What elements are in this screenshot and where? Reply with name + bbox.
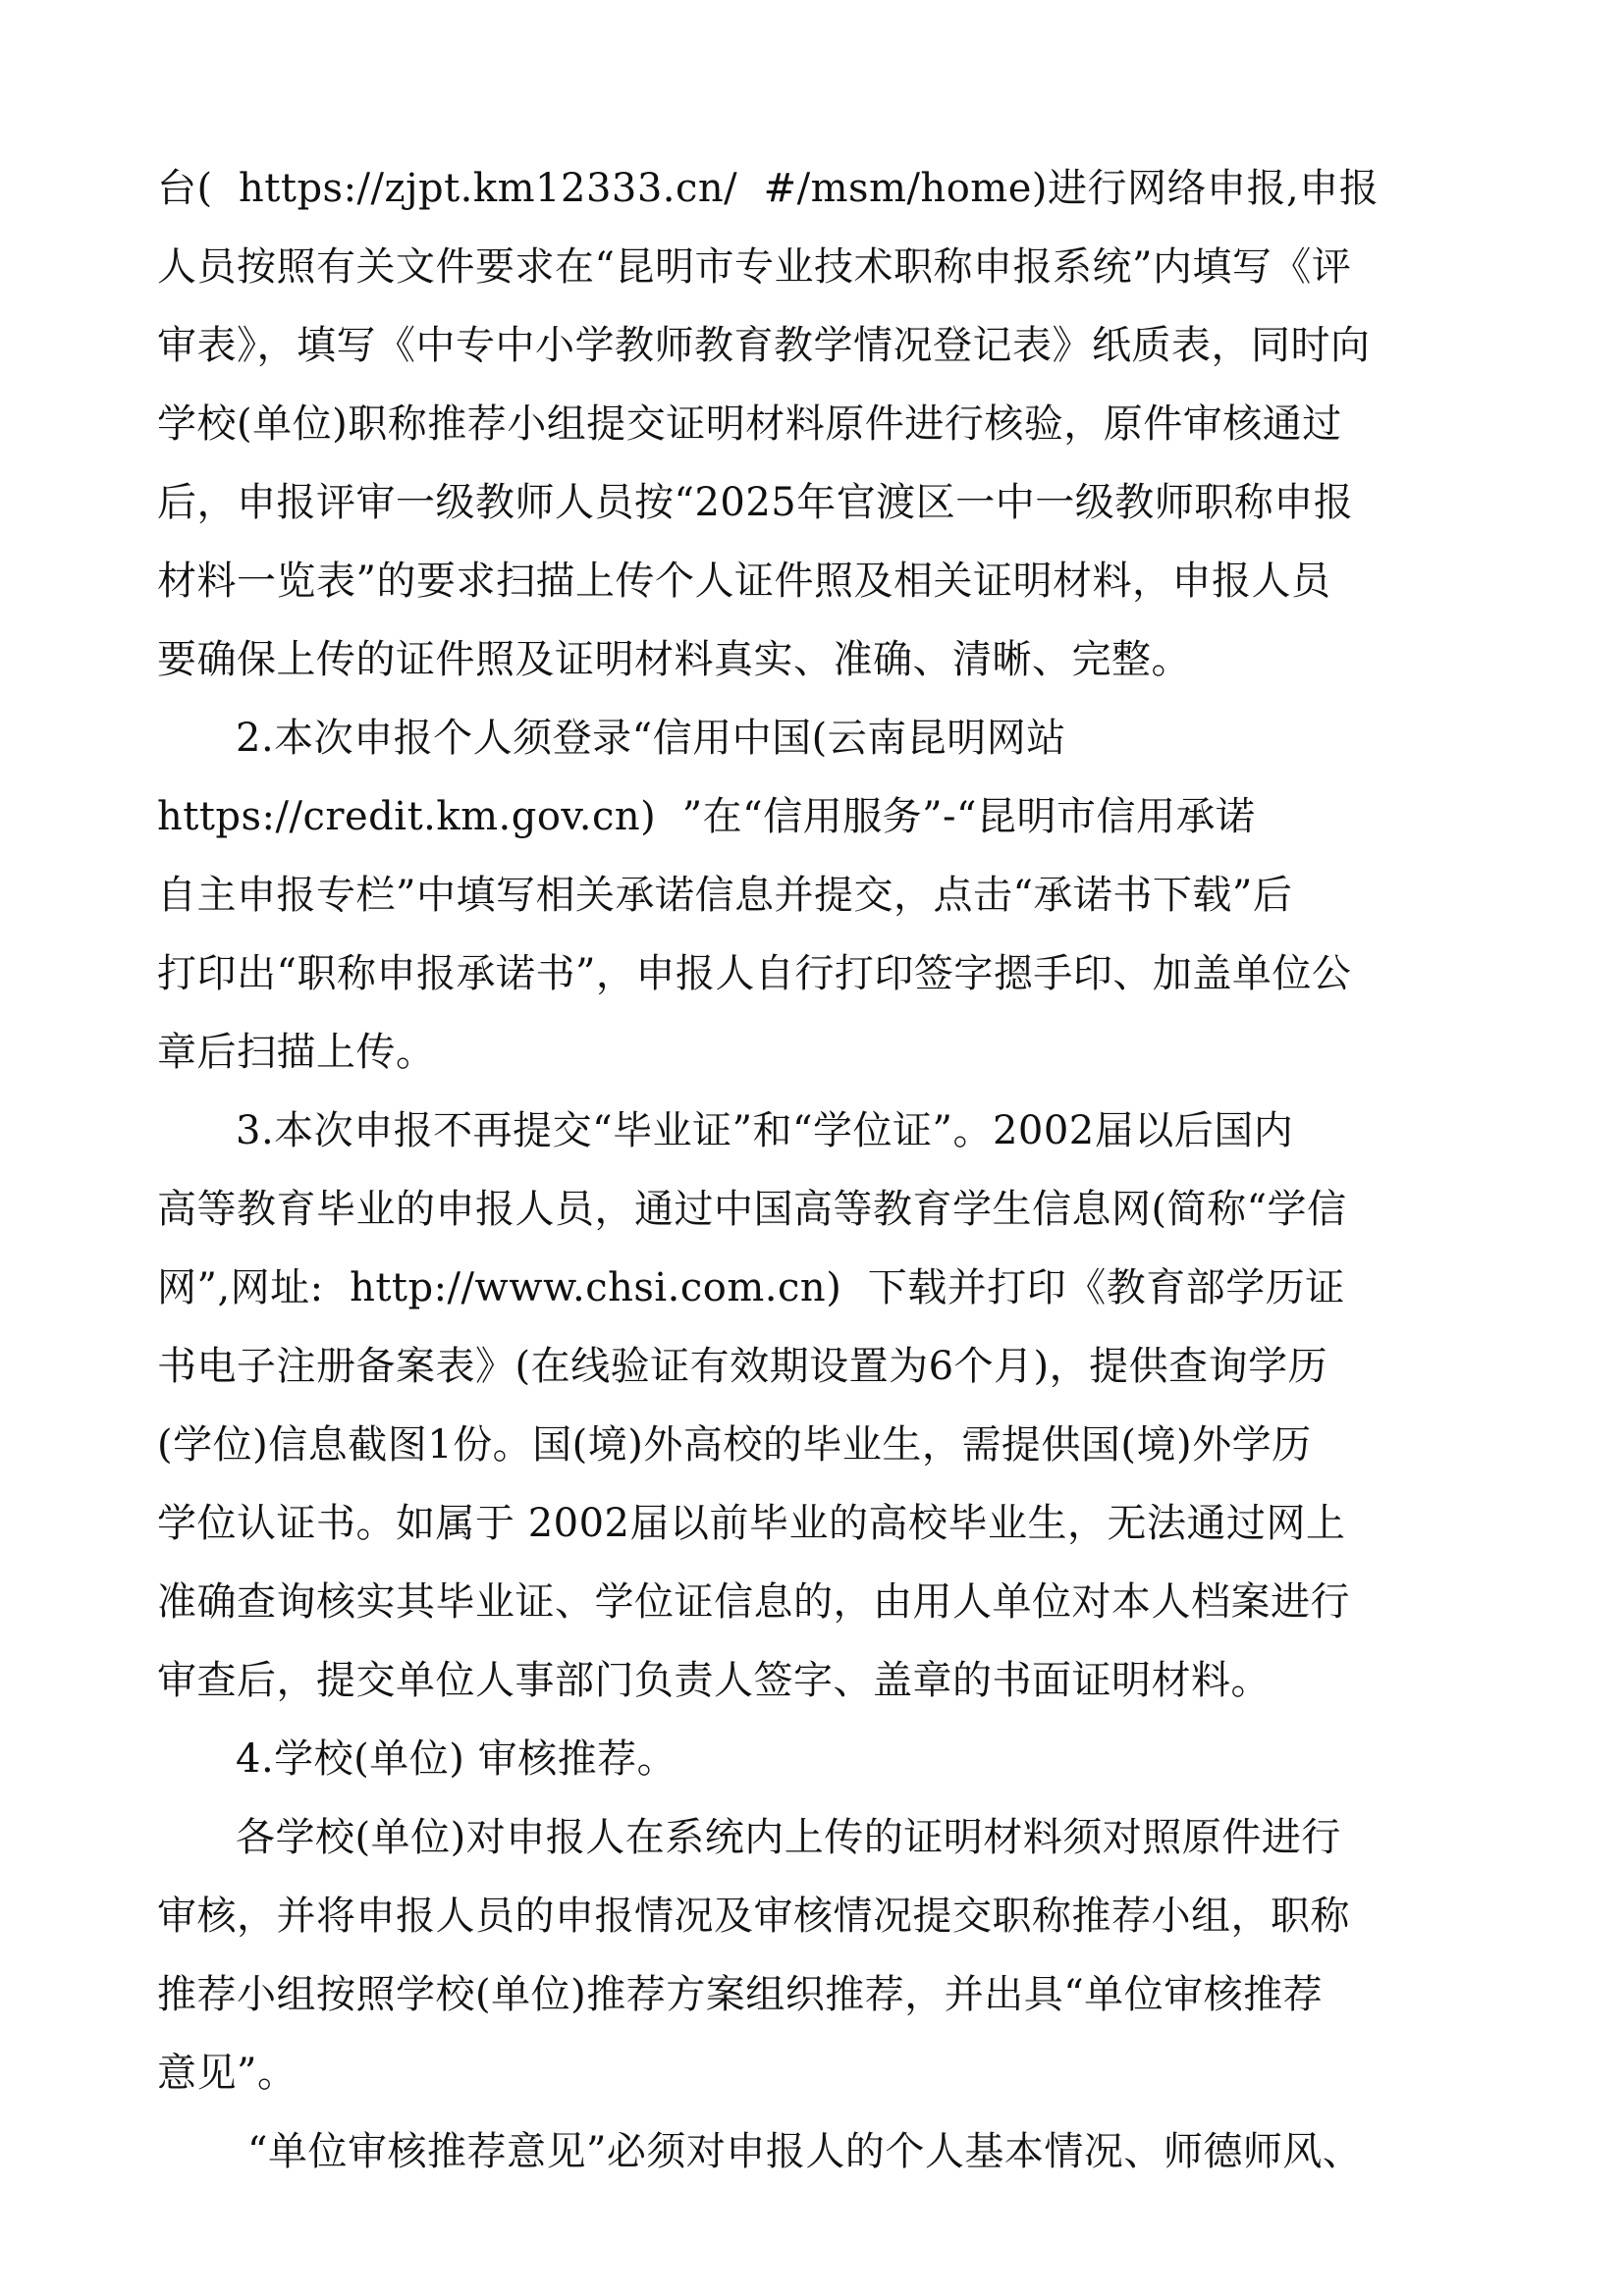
- text-line: 书电子注册备案表》(在线验证有效期设置为6个月)，提供查询学历: [157, 1344, 1328, 1389]
- text-line: 审表》，填写《中专中小学教师教育教学情况登记表》纸质表，同时向: [157, 323, 1371, 368]
- paragraph-start-line: 各学校(单位)对申报人在系统内上传的证明材料须对照原件进行: [236, 1815, 1341, 1860]
- text-line: 后，申报评审一级教师人员按“2025年官渡区一中一级教师职称申报: [157, 480, 1354, 525]
- paragraph-start-line: 2.本次申报个人须登录“信用中国(云南昆明网站: [236, 716, 1066, 761]
- text-line: 要确保上传的证件照及证明材料真实、准确、清晰、完整。: [157, 637, 1191, 682]
- text-line: 高等教育毕业的申报人员，通过中国高等教育学生信息网(简称“学信: [157, 1187, 1347, 1232]
- text-line: 审核，并将申报人员的申报情况及审核情况提交职称推荐小组，职称: [157, 1894, 1350, 1939]
- text-line: 推荐小组按照学校(单位)推荐方案组织推荐，并出具“单位审核推荐: [157, 1972, 1324, 2017]
- text-line: 意见”。: [157, 2051, 298, 2096]
- text-line: 材料一览表”的要求扫描上传个人证件照及相关证明材料，申报人员: [157, 559, 1331, 604]
- text-line: 学位认证书。如属于 2002届以前毕业的高校毕业生，无法通过网上: [157, 1501, 1346, 1546]
- text-line: 准确查询核实其毕业证、学位证信息的，由用人单位对本人档案进行: [157, 1579, 1350, 1625]
- paragraph-start-line: 3.本次申报不再提交“毕业证”和“学位证”。2002届以后国内: [236, 1108, 1294, 1153]
- text-line: 台( https://zjpt.km12333.cn/ #/msm/home)进行网络申报,申报: [157, 166, 1380, 211]
- text-line: 章后扫描上传。: [157, 1030, 436, 1075]
- text-line: 自主申报专栏”中填写相关承诺信息并提交，点击“承诺书下载”后: [157, 873, 1293, 918]
- paragraph-start-line: “单位审核推荐意见”必须对申报人的个人基本情况、师德师风、: [247, 2129, 1363, 2174]
- text-line: 网”,网址: http://www.chsi.com.cn) 下载并打印《教育部学历证: [157, 1265, 1345, 1310]
- text-line: (学位)信息截图1份。国(境)外高校的毕业生，需提供国(境)外学历: [157, 1422, 1312, 1468]
- text-line: 人员按照有关文件要求在“昆明市专业技术职称申报系统”内填写《评: [157, 244, 1352, 290]
- text-line: 审查后，提交单位人事部门负责人签字、盖章的书面证明材料。: [157, 1658, 1271, 1703]
- text-line: 学校(单位)职称推荐小组提交证明材料原件进行核验，原件审核通过: [157, 401, 1342, 447]
- text-line: https://credit.km.gov.cn) ”在“信用服务”-“昆明市信用承诺: [157, 794, 1256, 839]
- section-heading: 4.学校(单位) 审核推荐。: [236, 1736, 677, 1782]
- text-line: 打印出“职称申报承诺书”，申报人自行打印签字摁手印、加盖单位公: [157, 951, 1352, 996]
